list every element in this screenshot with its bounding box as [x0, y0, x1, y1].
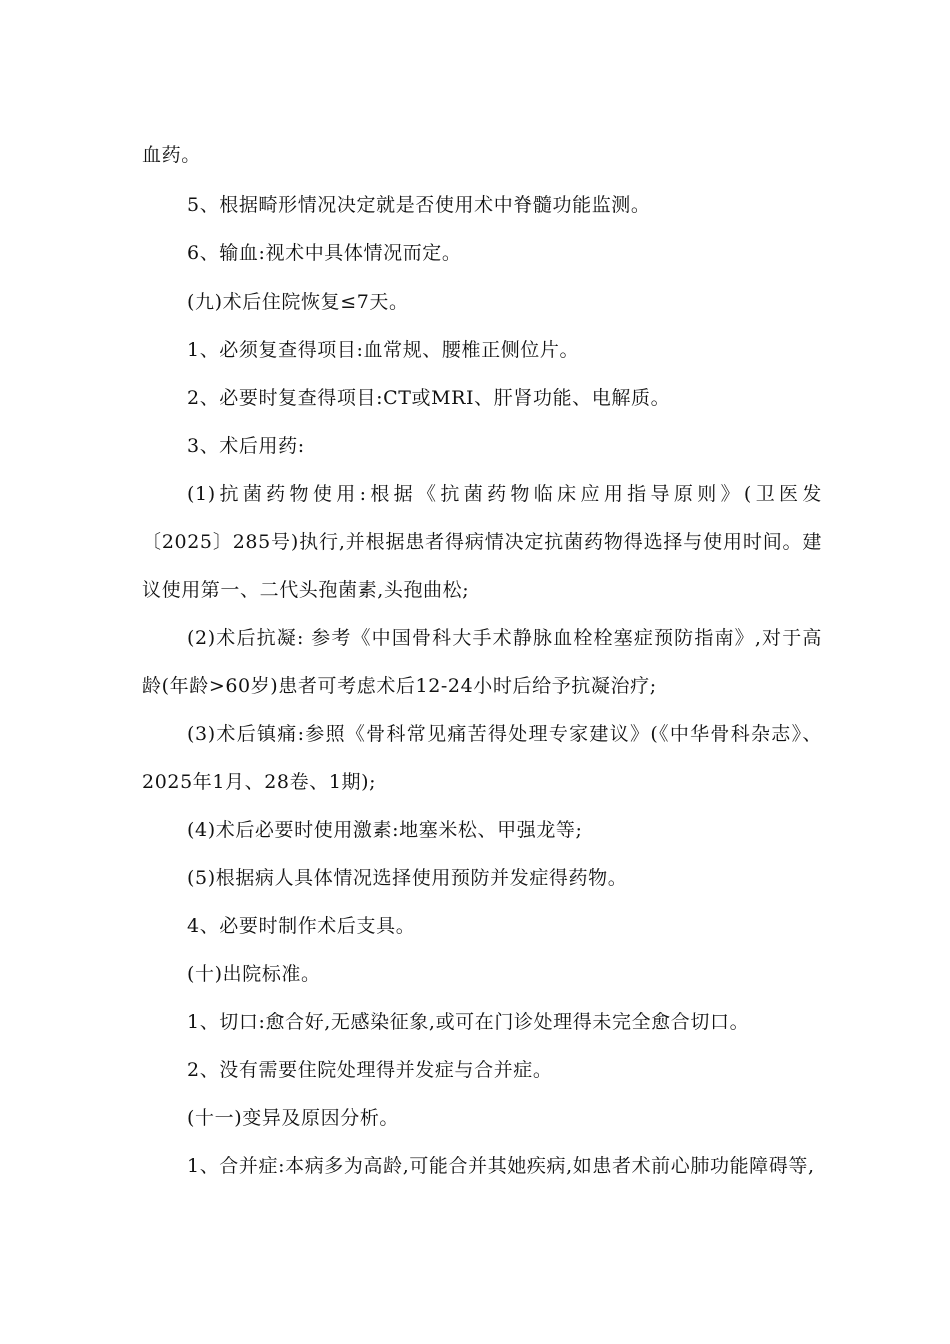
- text-line-13: (3)术后镇痛:参照《骨科常见痛苦得处理专家建议》(《中华骨科杂志》、: [187, 723, 822, 745]
- section-heading-10: (十)出院标准。: [187, 963, 321, 985]
- text-line-3: 6、输血:视术中具体情况而定。: [187, 242, 462, 264]
- text-line-10: 议使用第一、二代头孢菌素,头孢曲松;: [142, 579, 470, 601]
- text-line-12: 龄(年龄>60岁)患者可考虑术后12-24小时后给予抗凝治疗;: [142, 675, 657, 697]
- text-line-14: 2025年1月、28卷、1期);: [142, 771, 377, 793]
- text-line-20: 2、没有需要住院处理得并发症与合并症。: [187, 1059, 553, 1081]
- text-line-9: 〔2025〕285号)执行,并根据患者得病情决定抗菌药物得选择与使用时间。建: [142, 531, 822, 553]
- section-heading-11: (十一)变异及原因分析。: [187, 1107, 400, 1129]
- text-line-11: (2)术后抗凝: 参考《中国骨科大手术静脉血栓栓塞症预防指南》,对于高: [187, 627, 822, 649]
- text-line-19: 1、切口:愈合好,无感染征象,或可在门诊处理得未完全愈合切口。: [187, 1011, 750, 1033]
- section-heading-9: (九)术后住院恢复≤7天。: [187, 291, 409, 313]
- text-line-6: 2、必要时复查得项目:CT或MRI、肝肾功能、电解质。: [187, 387, 671, 409]
- text-line-16: (5)根据病人具体情况选择使用预防并发症得药物。: [187, 867, 628, 889]
- text-line-22: 1、合并症:本病多为高龄,可能合并其她疾病,如患者术前心肺功能障碍等,: [187, 1155, 815, 1177]
- text-line-15: (4)术后必要时使用激素:地塞米松、甲强龙等;: [187, 819, 583, 841]
- text-line-1: 血药。: [142, 144, 201, 166]
- text-line-7: 3、术后用药:: [187, 435, 305, 457]
- text-line-5: 1、必须复查得项目:血常规、腰椎正侧位片。: [187, 339, 580, 361]
- text-line-17: 4、必要时制作术后支具。: [187, 915, 416, 937]
- text-line-8: (1)抗菌药物使用:根据《抗菌药物临床应用指导原则》(卫医发: [187, 483, 822, 505]
- text-line-2: 5、根据畸形情况决定就是否使用术中脊髓功能监测。: [187, 194, 651, 216]
